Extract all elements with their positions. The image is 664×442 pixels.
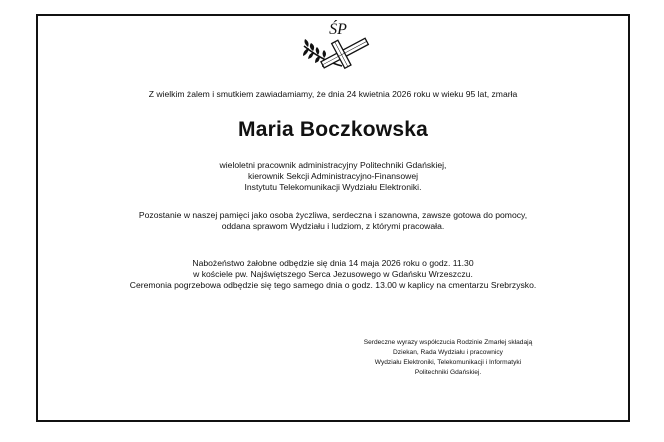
deceased-name: Maria Boczkowska xyxy=(238,118,428,141)
condolence-line: Dziekan, Rada Wydziału i pracownicy xyxy=(393,349,503,356)
sp-mark: ŚP xyxy=(329,21,347,38)
role-line: wieloletni pracownik administracyjny Politechniki Gdańskiej, xyxy=(219,160,447,170)
condolence-line: Wydziału Elektroniki, Telekomunikacji i Informatyki xyxy=(374,359,522,366)
condolence-line: Serdeczne wyrazy współczucia Rodzinie Zmarłej składają xyxy=(363,339,533,346)
cross-with-laurel-icon xyxy=(298,36,378,70)
funeral-line: Ceremonia pogrzebowa odbędzie się tego samego dnia o godz. 13.00 w kaplicy na cmentarzu Srebrzysko. xyxy=(129,280,537,290)
funeral-line: w kościele pw. Najświętszego Serca Jezusowego w Gdańsku Wrzeszczu. xyxy=(193,269,473,279)
remembrance-line: oddana sprawom Wydziału i ludziom, z którymi pracowała. xyxy=(221,221,445,231)
role-line: Instytutu Telekomunikacji Wydziału Elektroniki. xyxy=(244,182,422,192)
remembrance-line: Pozostanie w naszej pamięci jako osoba życzliwa, serdeczna i szanowna, zawsze gotowa do pomocy, xyxy=(138,210,528,220)
condolence-line: Politechniki Gdańskiej. xyxy=(414,369,482,376)
mourning-emblem xyxy=(298,22,378,70)
announcement-text: Z wielkim żalem i smutkiem zawiadamiamy, że dnia 24 kwietnia 2026 roku w wieku 95 lat, zmarła xyxy=(148,89,518,99)
funeral-line: Nabożeństwo żałobne odbędzie się dnia 14 maja 2026 roku o godz. 11.30 xyxy=(192,258,474,268)
role-line: kierownik Sekcji Administracyjno-Finansowej xyxy=(247,171,419,181)
